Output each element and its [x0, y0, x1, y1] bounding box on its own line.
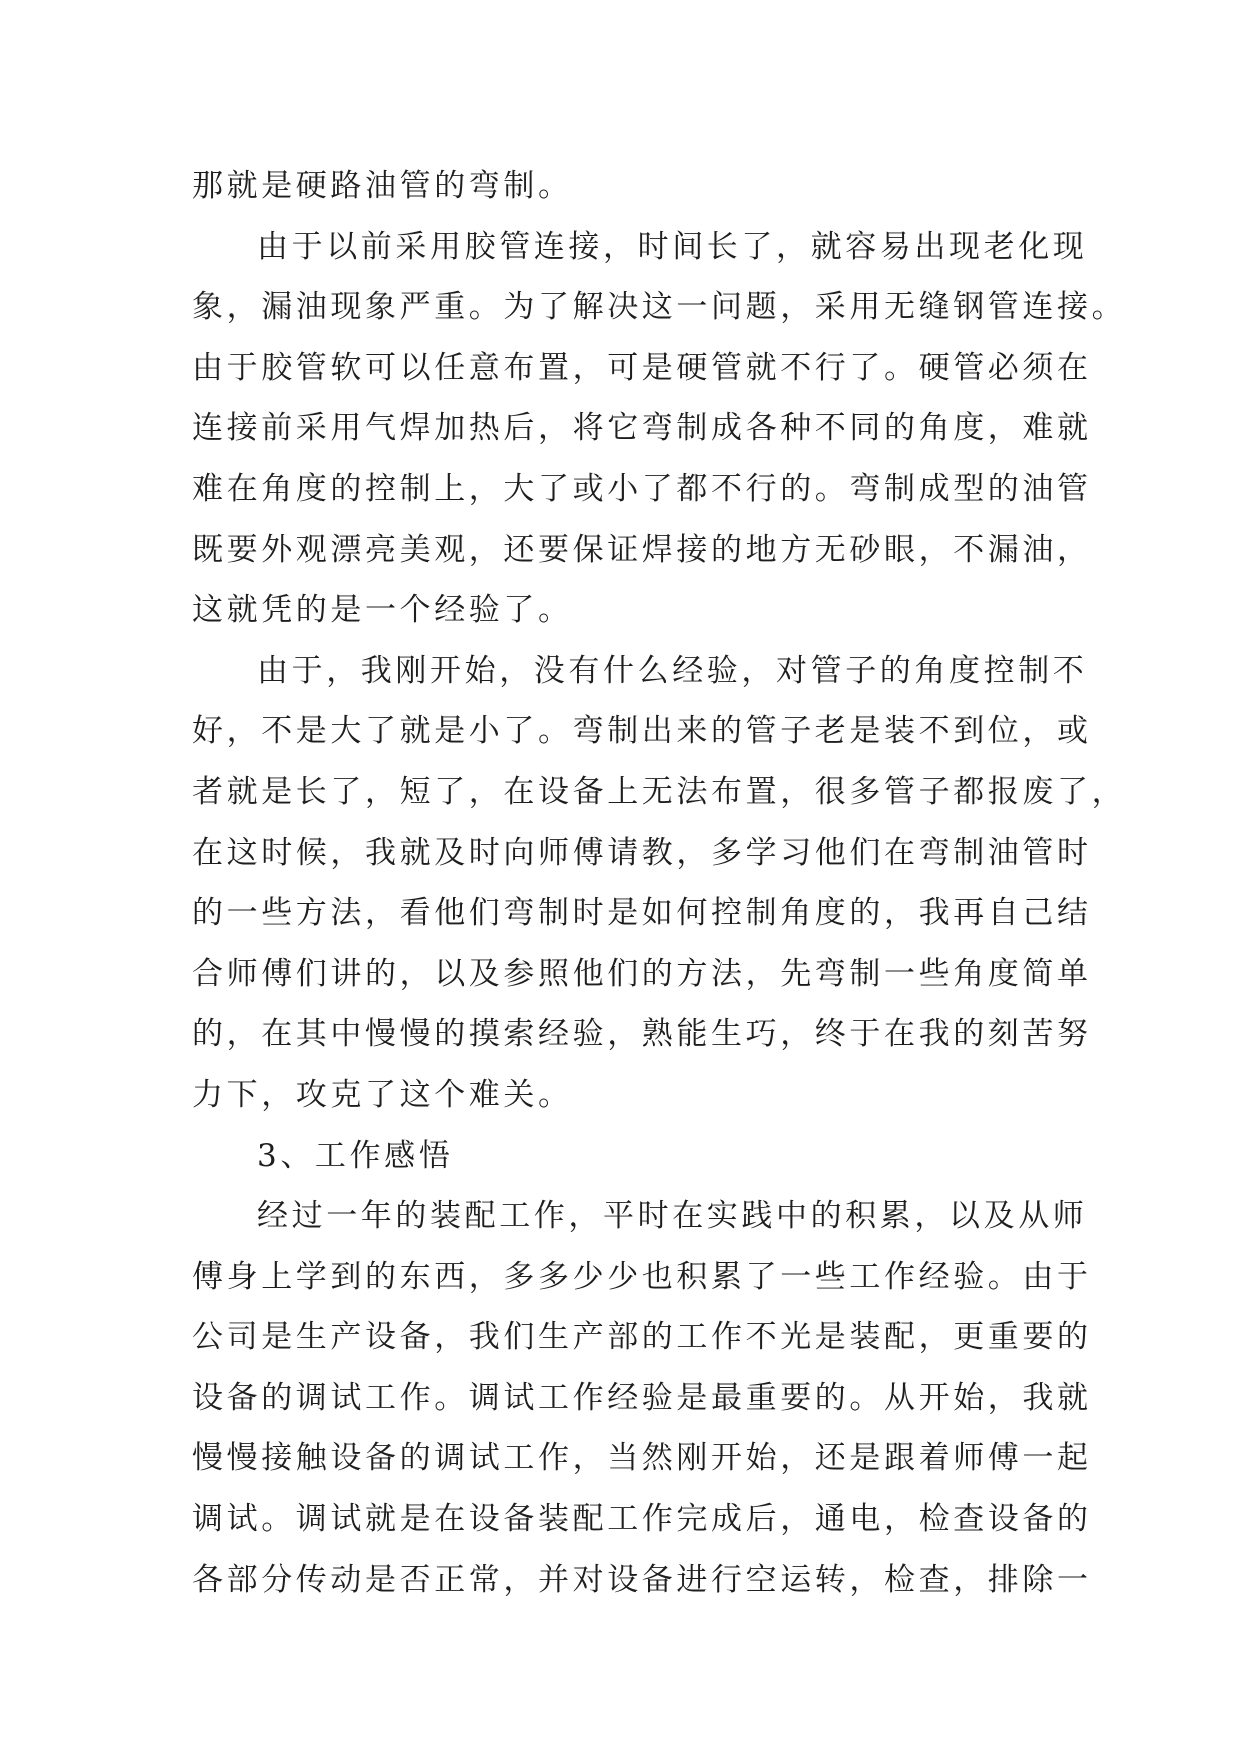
text-line: 难在角度的控制上，大了或小了都不行的。弯制成型的油管: [192, 470, 1092, 507]
text-line: 连接前采用气焊加热后，将它弯制成各种不同的角度，难就: [192, 410, 1092, 447]
text-line: 调试。调试就是在设备装配工作完成后，通电，检查设备的: [192, 1501, 1092, 1538]
text-line: 在这时候，我就及时向师傅请教，多学习他们在弯制油管时: [192, 834, 1092, 871]
text-line: 这就凭的是一个经验了。: [192, 592, 573, 629]
text-line: 者就是长了，短了，在设备上无法布置，很多管子都报废了，: [192, 773, 1127, 810]
text-line: 合师傅们讲的，以及参照他们的方法，先弯制一些角度简单: [192, 955, 1092, 992]
text-line: 慢慢接触设备的调试工作，当然刚开始，还是跟着师傅一起: [192, 1440, 1092, 1477]
text-line: 那就是硬路油管的弯制。: [192, 168, 573, 204]
text-line: 力下，攻克了这个难关。: [192, 1076, 573, 1113]
text-line: 好，不是大了就是小了。弯制出来的管子老是装不到位，或: [192, 713, 1092, 750]
text-line: 由于胶管软可以任意布置，可是硬管就不行了。硬管必须在: [192, 349, 1092, 386]
text-line: 设备的调试工作。调试工作经验是最重要的。从开始，我就: [192, 1379, 1092, 1416]
text-line: 的一些方法，看他们弯制时是如何控制角度的，我再自己结: [192, 895, 1092, 932]
text-line: 由于，我刚开始，没有什么经验，对管子的角度控制不: [257, 652, 1088, 689]
text-line: 既要外观漂亮美观，还要保证焊接的地方无砂眼，不漏油，: [192, 531, 1092, 568]
text-line: 经过一年的装配工作，平时在实践中的积累，以及从师: [257, 1198, 1088, 1235]
text-line: 傅身上学到的东西，多多少少也积累了一些工作经验。由于: [192, 1258, 1092, 1295]
text-line: 象，漏油现象严重。为了解决这一问题，采用无缝钢管连接。: [192, 289, 1127, 326]
text-line: 3、工作感悟: [257, 1137, 454, 1174]
text-line: 由于以前采用胶管连接，时间长了，就容易出现老化现: [257, 228, 1088, 265]
text-line: 公司是生产设备，我们生产部的工作不光是装配，更重要的: [192, 1319, 1092, 1356]
text-line: 的，在其中慢慢的摸索经验，熟能生巧，终于在我的刻苦努: [192, 1016, 1092, 1053]
text-line: 各部分传动是否正常，并对设备进行空运转，检查，排除一: [192, 1561, 1092, 1598]
document-body: [192, 156, 1127, 1610]
